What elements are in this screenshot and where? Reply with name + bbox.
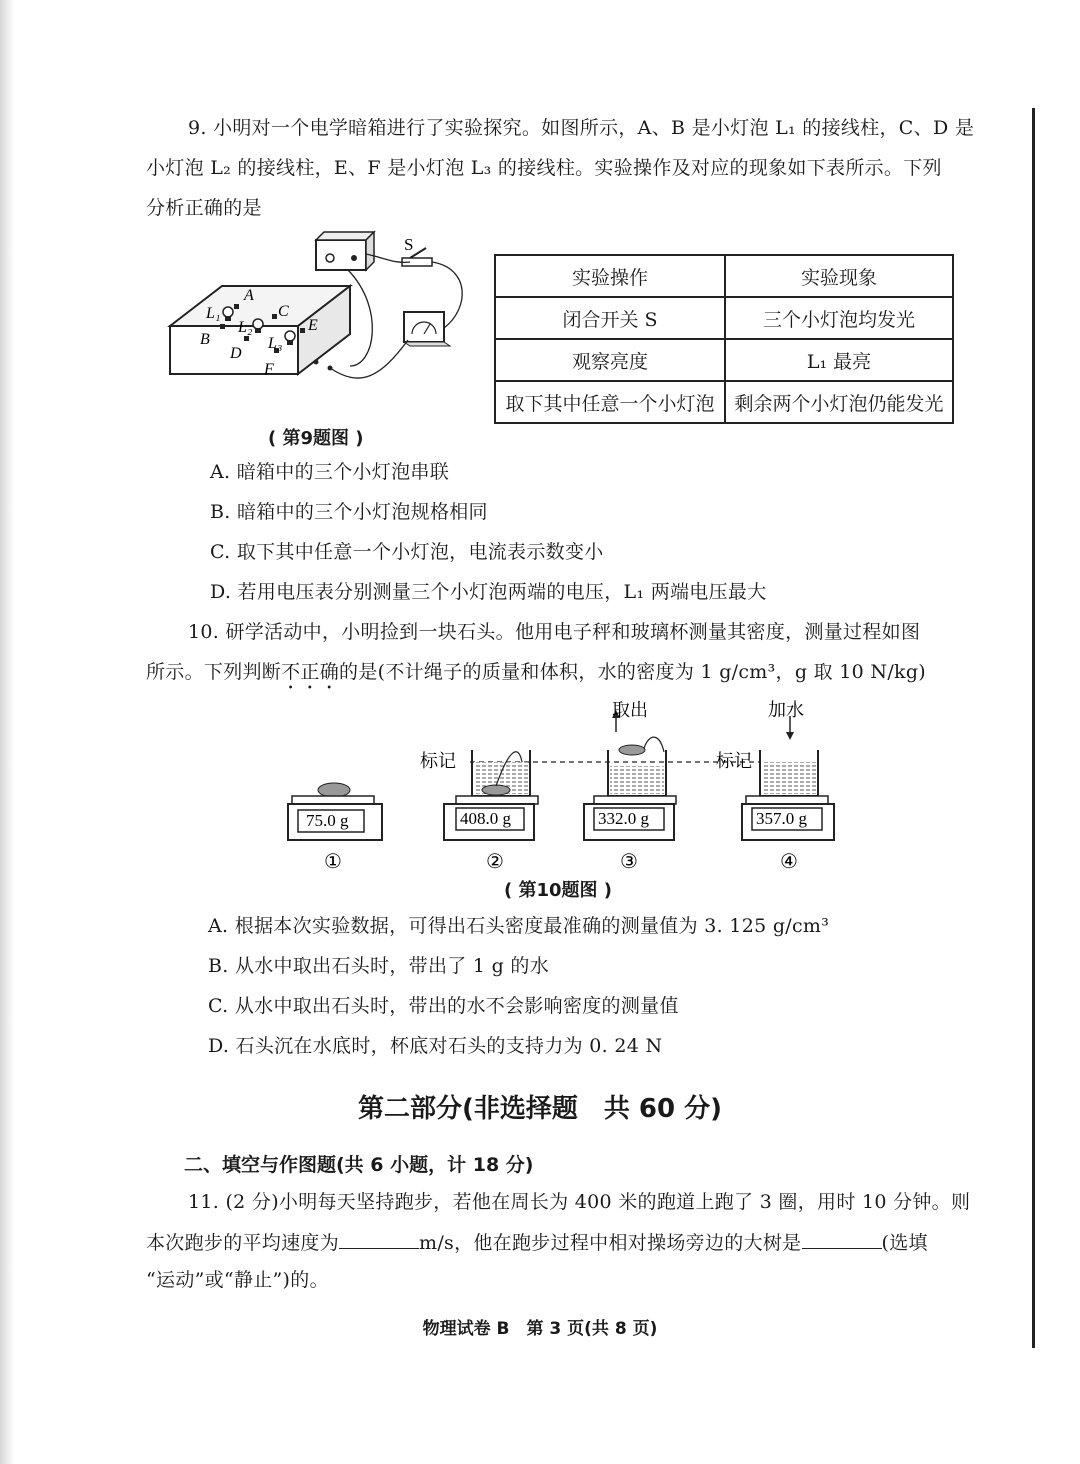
label-b: B bbox=[200, 331, 210, 348]
ammeter bbox=[404, 312, 444, 342]
q9-line1: 9. 小明对一个电学暗箱进行了实验探究。如图所示，A、B 是小灯泡 L₁ 的接线柱，C、D 是 bbox=[188, 117, 975, 139]
table-cell: L₁ 最亮 bbox=[725, 339, 953, 381]
table-row bbox=[495, 339, 953, 381]
q10-line2-b: 的是(不计绳子的质量和体积，水的密度为 1 g/cm³，g 取 10 N/kg) bbox=[339, 661, 927, 683]
q10-line2-a: 所示。下列判断 bbox=[146, 661, 282, 683]
part2-title: 第二部分(非选择题 共 60 分) bbox=[357, 1094, 723, 1124]
scale-reading-1: 75.0 g bbox=[306, 811, 349, 830]
margin-rule bbox=[1032, 108, 1035, 1348]
q9-line3: 分析正确的是 bbox=[146, 197, 262, 219]
mark-label-left: 标记 bbox=[420, 751, 456, 772]
cup-4 bbox=[760, 716, 818, 796]
label-l3: L₃ bbox=[268, 335, 283, 352]
label-e: E bbox=[308, 317, 318, 334]
table-cell: 剩余两个小灯泡仍能发光 bbox=[725, 381, 953, 423]
q9-circuit-figure bbox=[160, 228, 490, 428]
label-l1: L₁ bbox=[206, 305, 221, 322]
table-header-row bbox=[495, 255, 953, 297]
scale-reading-2: 408.0 g bbox=[460, 809, 511, 828]
answer-blank-speed[interactable] bbox=[339, 1230, 419, 1249]
q10-option-b: B. 从水中取出石头时，带出了 1 g 的水 bbox=[208, 955, 550, 977]
stone bbox=[318, 783, 350, 797]
q11-line3: “运动”或“静止”)的。 bbox=[146, 1269, 329, 1291]
cup-2 bbox=[472, 750, 530, 796]
step-2: ② bbox=[486, 849, 504, 873]
q9-option-b: B. 暗箱中的三个小灯泡规格相同 bbox=[210, 501, 488, 523]
q11-line1: 11. (2 分)小明每天坚持跑步，若他在周长为 400 米的跑道上跑了 3 圈，用时 10 分钟。则 bbox=[188, 1191, 971, 1213]
q9-figure-caption: ( 第9题图 ) bbox=[268, 428, 364, 449]
table-header-cell: 实验现象 bbox=[725, 255, 953, 297]
q9-experiment-table bbox=[494, 254, 954, 424]
mark-label-right: 标记 bbox=[716, 751, 752, 772]
page-footer: 物理试卷 B 第 3 页(共 8 页) bbox=[422, 1319, 658, 1339]
q10-option-a: A. 根据本次实验数据，可得出石头密度最准确的测量值为 3. 125 g/cm³ bbox=[208, 915, 830, 937]
q11-line2-b: m/s，他在跑步过程中相对操场旁边的大树是 bbox=[419, 1232, 802, 1254]
label-c: C bbox=[278, 303, 289, 320]
label-a: A bbox=[244, 287, 254, 304]
power-supply bbox=[316, 240, 366, 270]
add-water-label: 加水 bbox=[768, 700, 804, 721]
page-edge-shadow bbox=[0, 0, 14, 1464]
q9-line2: 小灯泡 L₂ 的接线柱，E、F 是小灯泡 L₃ 的接线柱。实验操作及对应的现象如下表所示。下列 bbox=[146, 157, 942, 179]
cup-3 bbox=[608, 710, 666, 796]
q9-option-d: D. 若用电压表分别测量三个小灯泡两端的电压，L₁ 两端电压最大 bbox=[210, 581, 767, 603]
q10-figure-caption: ( 第10题图 ) bbox=[504, 880, 613, 901]
q10-option-d: D. 石头沉在水底时，杯底对石头的支持力为 0. 24 N bbox=[208, 1035, 663, 1057]
section-heading: 二、填空与作图题(共 6 小题，计 18 分) bbox=[184, 1154, 534, 1176]
label-d: D bbox=[230, 345, 242, 362]
q9-option-c: C. 取下其中任意一个小灯泡，电流表示数变小 bbox=[210, 541, 604, 563]
step-3: ③ bbox=[620, 849, 638, 873]
table-row bbox=[495, 381, 953, 423]
q9-option-a: A. 暗箱中的三个小灯泡串联 bbox=[210, 461, 450, 483]
q11-line2-c: (选填 bbox=[881, 1232, 928, 1254]
table-cell: 观察亮度 bbox=[495, 339, 725, 381]
step-1: ① bbox=[324, 849, 342, 873]
table-cell: 取下其中任意一个小灯泡 bbox=[495, 381, 725, 423]
q10-emphasis: 不正确 bbox=[281, 661, 340, 683]
q10-line1: 10. 研学活动中，小明捡到一块石头。他用电子秤和玻璃杯测量其密度，测量过程如图 bbox=[188, 621, 921, 643]
take-out-label: 取出 bbox=[612, 700, 648, 721]
q11-line2-a: 本次跑步的平均速度为 bbox=[146, 1232, 340, 1254]
q10-option-c: C. 从水中取出石头时，带出的水不会影响密度的测量值 bbox=[208, 995, 679, 1017]
label-l2: L₂ bbox=[238, 319, 253, 336]
scale-reading-3: 332.0 g bbox=[598, 809, 649, 828]
step-4: ④ bbox=[780, 849, 798, 873]
q10-line2 bbox=[146, 660, 926, 694]
answer-blank-motion[interactable] bbox=[802, 1230, 882, 1249]
table-cell: 三个小灯泡均发光 bbox=[725, 297, 953, 339]
label-f: F bbox=[264, 361, 274, 378]
q11-line2 bbox=[146, 1230, 928, 1255]
table-cell: 闭合开关 S bbox=[495, 297, 725, 339]
scale-reading-4: 357.0 g bbox=[756, 809, 807, 828]
switch-label: S bbox=[404, 235, 414, 254]
q10-figure bbox=[260, 692, 860, 874]
table-row bbox=[495, 297, 953, 339]
table-header-cell: 实验操作 bbox=[495, 255, 725, 297]
